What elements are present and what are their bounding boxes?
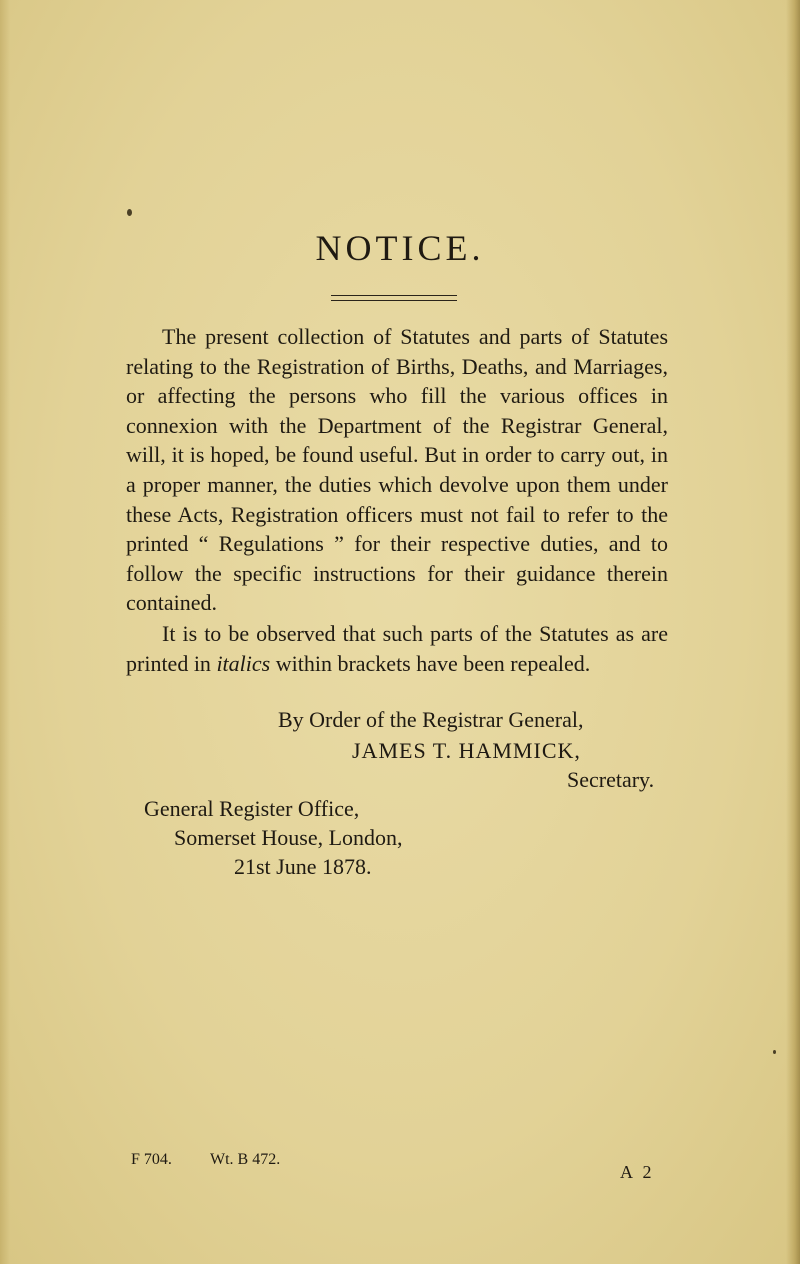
footer-weight-code: Wt. B 472. (210, 1151, 281, 1168)
page-left-edge-shadow (0, 0, 10, 1264)
footer-print-code: F 704. (131, 1151, 172, 1168)
date-line: 21st June 1878. (234, 854, 372, 879)
by-order-line: By Order of the Registrar General, (278, 707, 584, 732)
signatory-role: Secretary. (567, 767, 655, 792)
paragraph-2-italic-word: italics (216, 650, 271, 676)
paragraph-2-text-end: within brackets have been repealed. (270, 650, 591, 676)
paragraph-2-text-start: It is to be observed that such parts of the Statutes as are printed in (126, 621, 668, 676)
title-double-rule-top (331, 295, 457, 296)
notice-title: NOTICE. (315, 228, 485, 268)
footer-signature-mark: A 2 (620, 1162, 655, 1182)
address-line-1: General Register Office, (144, 796, 360, 821)
title-double-rule-bottom (331, 300, 457, 301)
address-line-2: Somerset House, London, (174, 825, 403, 850)
notice-paragraph-2 (126, 619, 668, 678)
ink-speck (773, 1050, 776, 1054)
ink-speck (127, 209, 132, 216)
notice-paragraph-1: The present collection of Statutes and parts of Statutes relating to the Registration of Births, Deaths, and Marriages, or affecting the persons who fill the various offices in connexion with the Department of the Registrar General, will, it is hoped, be found useful. But in order to carry out, in a proper manner, the duties which devolve upon them under these Acts, Registration officers must not fail to refer to the printed “ Regulations ” for their respective duties, and to follow the specific instructions for their guidance therein contained. (126, 324, 668, 616)
page-right-edge-shadow (786, 0, 800, 1264)
signatory-name: JAMES T. HAMMICK, (352, 738, 581, 763)
